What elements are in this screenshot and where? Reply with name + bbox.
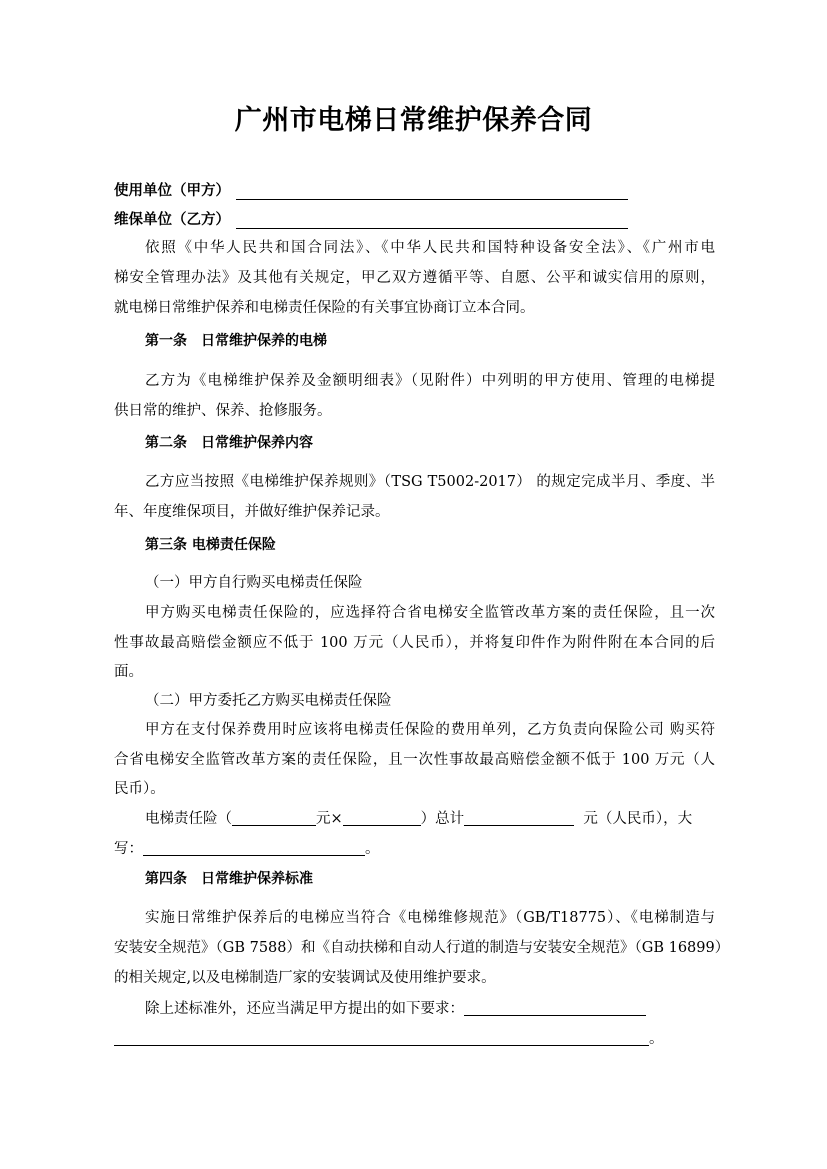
quantity-field[interactable]	[343, 810, 421, 826]
article-2-title: 日常维护保养内容	[201, 435, 313, 451]
article-3-sub-1: （一）甲方自行购买电梯责任保险	[145, 575, 363, 591]
fee-text-2: 元×	[316, 811, 343, 827]
article-2-number: 第二条	[145, 435, 187, 451]
insurance-fee-line	[145, 809, 692, 829]
fee-text-3: ）总计	[420, 811, 465, 827]
article-4-line-1: 实施日常维护保养后的电梯应当符合《电梯维修规范》（GB/T18775）、《电梯制造与	[145, 910, 715, 926]
article-1-line-1: 乙方为《电梯维护保养及金额明细表》（见附件）中列明的甲方使用、管理的电梯提	[145, 373, 715, 389]
article-2-line-1: 乙方应当按照《电梯维护保养规则》（TSG T5002-2017） 的规定完成半月、季度、半	[145, 474, 715, 490]
article-3-title: 电梯责任保险	[191, 537, 276, 553]
article-3-heading	[145, 535, 276, 555]
unit-price-field[interactable]	[232, 810, 316, 826]
article-3-sub-2-line-3: 民币）。	[114, 781, 165, 797]
preamble-line-1: 依照《中华人民共和国合同法》、《中华人民共和国特种设备安全法》、《广州市电	[145, 240, 715, 256]
article-4-number: 第四条	[145, 871, 187, 887]
extra-requirements-label: 除上述标准外，还应当满足甲方提出的如下要求：	[145, 1001, 464, 1017]
fee-text-5: 写：	[114, 841, 143, 857]
extra-requirements-field-2[interactable]	[114, 1030, 649, 1046]
fee-text-1: 电梯责任险（	[145, 811, 232, 827]
extra-requirements-line	[145, 999, 646, 1019]
article-3-sub-1-line-1: 甲方购买电梯责任保险的，应选择符合省电梯安全监管改革方案的责任保险，且一次	[145, 605, 715, 621]
contract-title: 广州市电梯日常维护保养合同	[234, 105, 593, 136]
fee-text-6: 。	[365, 841, 380, 857]
article-1-title: 日常维护保养的电梯	[201, 333, 327, 349]
article-3-sub-2-line-2: 合省电梯安全监管改革方案的责任保险，且一次性事故最高赔偿金额不低于 100 万元（人	[114, 752, 715, 768]
preamble-line-3: 就电梯日常维护保养和电梯责任保险的有关事宜协商订立本合同。	[114, 300, 535, 316]
article-3-sub-1-line-2: 性事故最高赔偿金额应不低于 100 万元（人民币），并将复印件作为附件附在本合同的后	[114, 635, 715, 651]
article-3-sub-2: （二）甲方委托乙方购买电梯责任保险	[145, 693, 392, 709]
article-1-line-2: 供日常的维护、保养、抢修服务。	[114, 403, 332, 419]
extra-requirements-field-1[interactable]	[464, 1000, 646, 1016]
article-3-sub-2-line-1: 甲方在支付保养费用时应该将电梯责任保险的费用单列，乙方负责向保险公司 购买符	[145, 722, 715, 738]
party-a-label: 使用单位（甲方）	[114, 183, 230, 199]
article-4-heading	[145, 869, 313, 889]
article-1-number: 第一条	[145, 333, 187, 349]
article-2-line-2: 年、年度维保项目，并做好维护保养记录。	[114, 504, 390, 520]
article-1-heading	[145, 331, 327, 351]
article-2-heading	[145, 433, 313, 453]
article-3-sub-1-line-3: 面。	[114, 664, 143, 680]
extra-requirements-end: 。	[649, 1031, 664, 1047]
article-4-title: 日常维护保养标准	[201, 871, 313, 887]
total-field[interactable]	[464, 810, 574, 826]
party-b-label: 维保单位（乙方）	[114, 212, 230, 228]
party-b-field[interactable]	[236, 228, 628, 229]
preamble-line-2: 梯安全管理办法》及其他有关规定，甲乙双方遵循平等、自愿、公平和诚实信用的原则，	[114, 270, 715, 286]
fee-text-4: 元（人民币），大	[583, 811, 693, 827]
amount-in-words-line	[114, 839, 380, 859]
party-a-field[interactable]	[236, 199, 628, 200]
article-4-line-3: 的相关规定,以及电梯制造厂家的安装调试及使用维护要求。	[114, 970, 496, 986]
amount-in-words-field[interactable]	[143, 840, 365, 856]
article-3-number: 第三条	[145, 537, 187, 553]
extra-requirements-line-2	[114, 1029, 664, 1049]
article-4-line-2: 安装安全规范》（GB 7588）和《自动扶梯和自动人行道的制造与安装安全规范》（GB 16899）	[114, 940, 730, 956]
